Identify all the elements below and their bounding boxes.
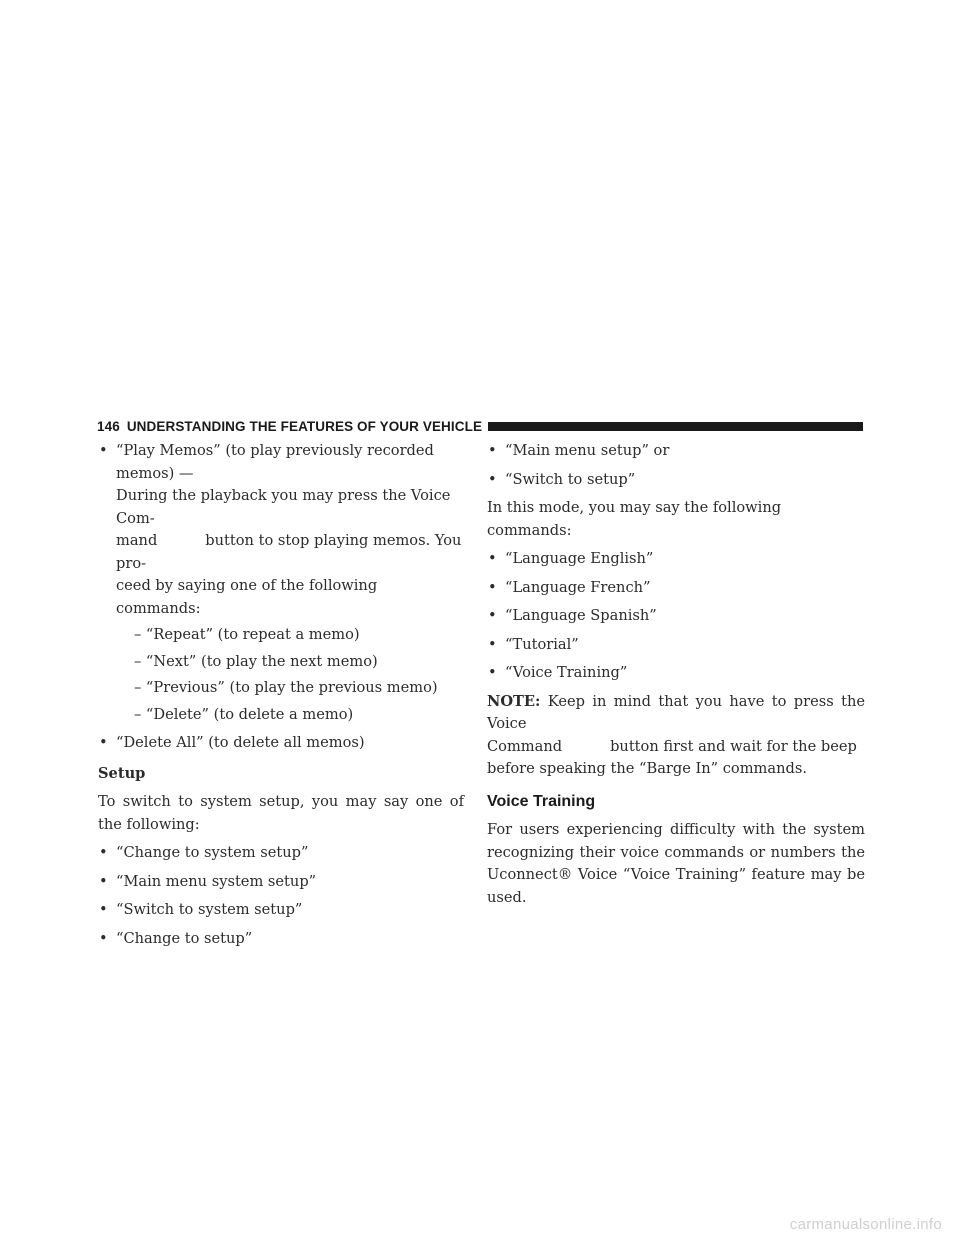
play-memos-line3b: button to stop playing memos. You pro- [116, 532, 462, 572]
note-line2 [487, 736, 865, 759]
voice-training-heading: Voice Training [487, 792, 596, 810]
mode-item-language-spanish: • “Language Spanish” [487, 605, 865, 628]
note-line2b: button first and wait for the beep [610, 737, 857, 755]
setup-intro: To switch to system setup, you may say one of the following: [98, 793, 464, 833]
setup-heading: Setup [98, 764, 146, 782]
page-number: 146 [97, 418, 120, 434]
bullet-delete-all: • “Delete All” (to delete all memos) [98, 732, 464, 755]
mode-intro: In this mode, you may say the following commands: [487, 499, 782, 539]
setup-item-3: • “Switch to system setup” [98, 899, 464, 922]
right-item-2: • “Switch to setup” [487, 469, 865, 492]
play-memos-line2: During the playback you may press the Voice Com- [116, 487, 451, 527]
voice-training-text: For users experiencing difficulty with the system recognizing their voice commands or numbers the Uconnect® Voice “Voice Training” feature may be used. [487, 821, 865, 906]
memo-command-previous: – “Previous” (to play the previous memo) [134, 679, 438, 696]
note-line1 [487, 691, 865, 736]
play-memos-line4: ceed by saying one of the following commands: [116, 577, 378, 617]
note-line2a: Command [487, 737, 563, 755]
setup-item-4: • “Change to setup” [98, 928, 464, 951]
note-line1-text: Keep in mind that you have to press the Voice [487, 692, 866, 732]
note-label: NOTE: [487, 692, 541, 710]
play-memos-line3a: mand [116, 532, 158, 549]
setup-item-2: • “Main menu system setup” [98, 871, 464, 894]
memo-commands-list [116, 624, 464, 726]
note-line3: before speaking the “Barge In” commands. [487, 760, 807, 777]
memo-command-repeat: – “Repeat” (to repeat a memo) [134, 626, 360, 643]
header-rule [488, 422, 863, 431]
page-header [97, 416, 863, 436]
section-title: UNDERSTANDING THE FEATURES OF YOUR VEHICLE [126, 418, 483, 434]
mode-item-tutorial: • “Tutorial” [487, 634, 865, 657]
setup-item-1: • “Change to system setup” [98, 842, 464, 865]
watermark: carmanualsonline.info [789, 1216, 942, 1233]
memo-command-next: – “Next” (to play the next memo) [134, 652, 378, 670]
right-item-1: • “Main menu setup” or [487, 440, 865, 463]
bullet-play-memos [98, 440, 464, 726]
mode-item-language-french: • “Language French” [487, 577, 865, 600]
play-memos-line1: • “Play Memos” (to play previously recorded memos) — [116, 442, 434, 482]
right-column [487, 440, 865, 915]
play-memos-line3 [116, 530, 464, 575]
mode-item-voice-training: • “Voice Training” [487, 662, 865, 685]
left-column [98, 440, 464, 956]
memo-command-delete: – “Delete” (to delete a memo) [134, 705, 354, 723]
mode-item-language-english: • “Language English” [487, 548, 865, 571]
note-paragraph [487, 691, 865, 781]
